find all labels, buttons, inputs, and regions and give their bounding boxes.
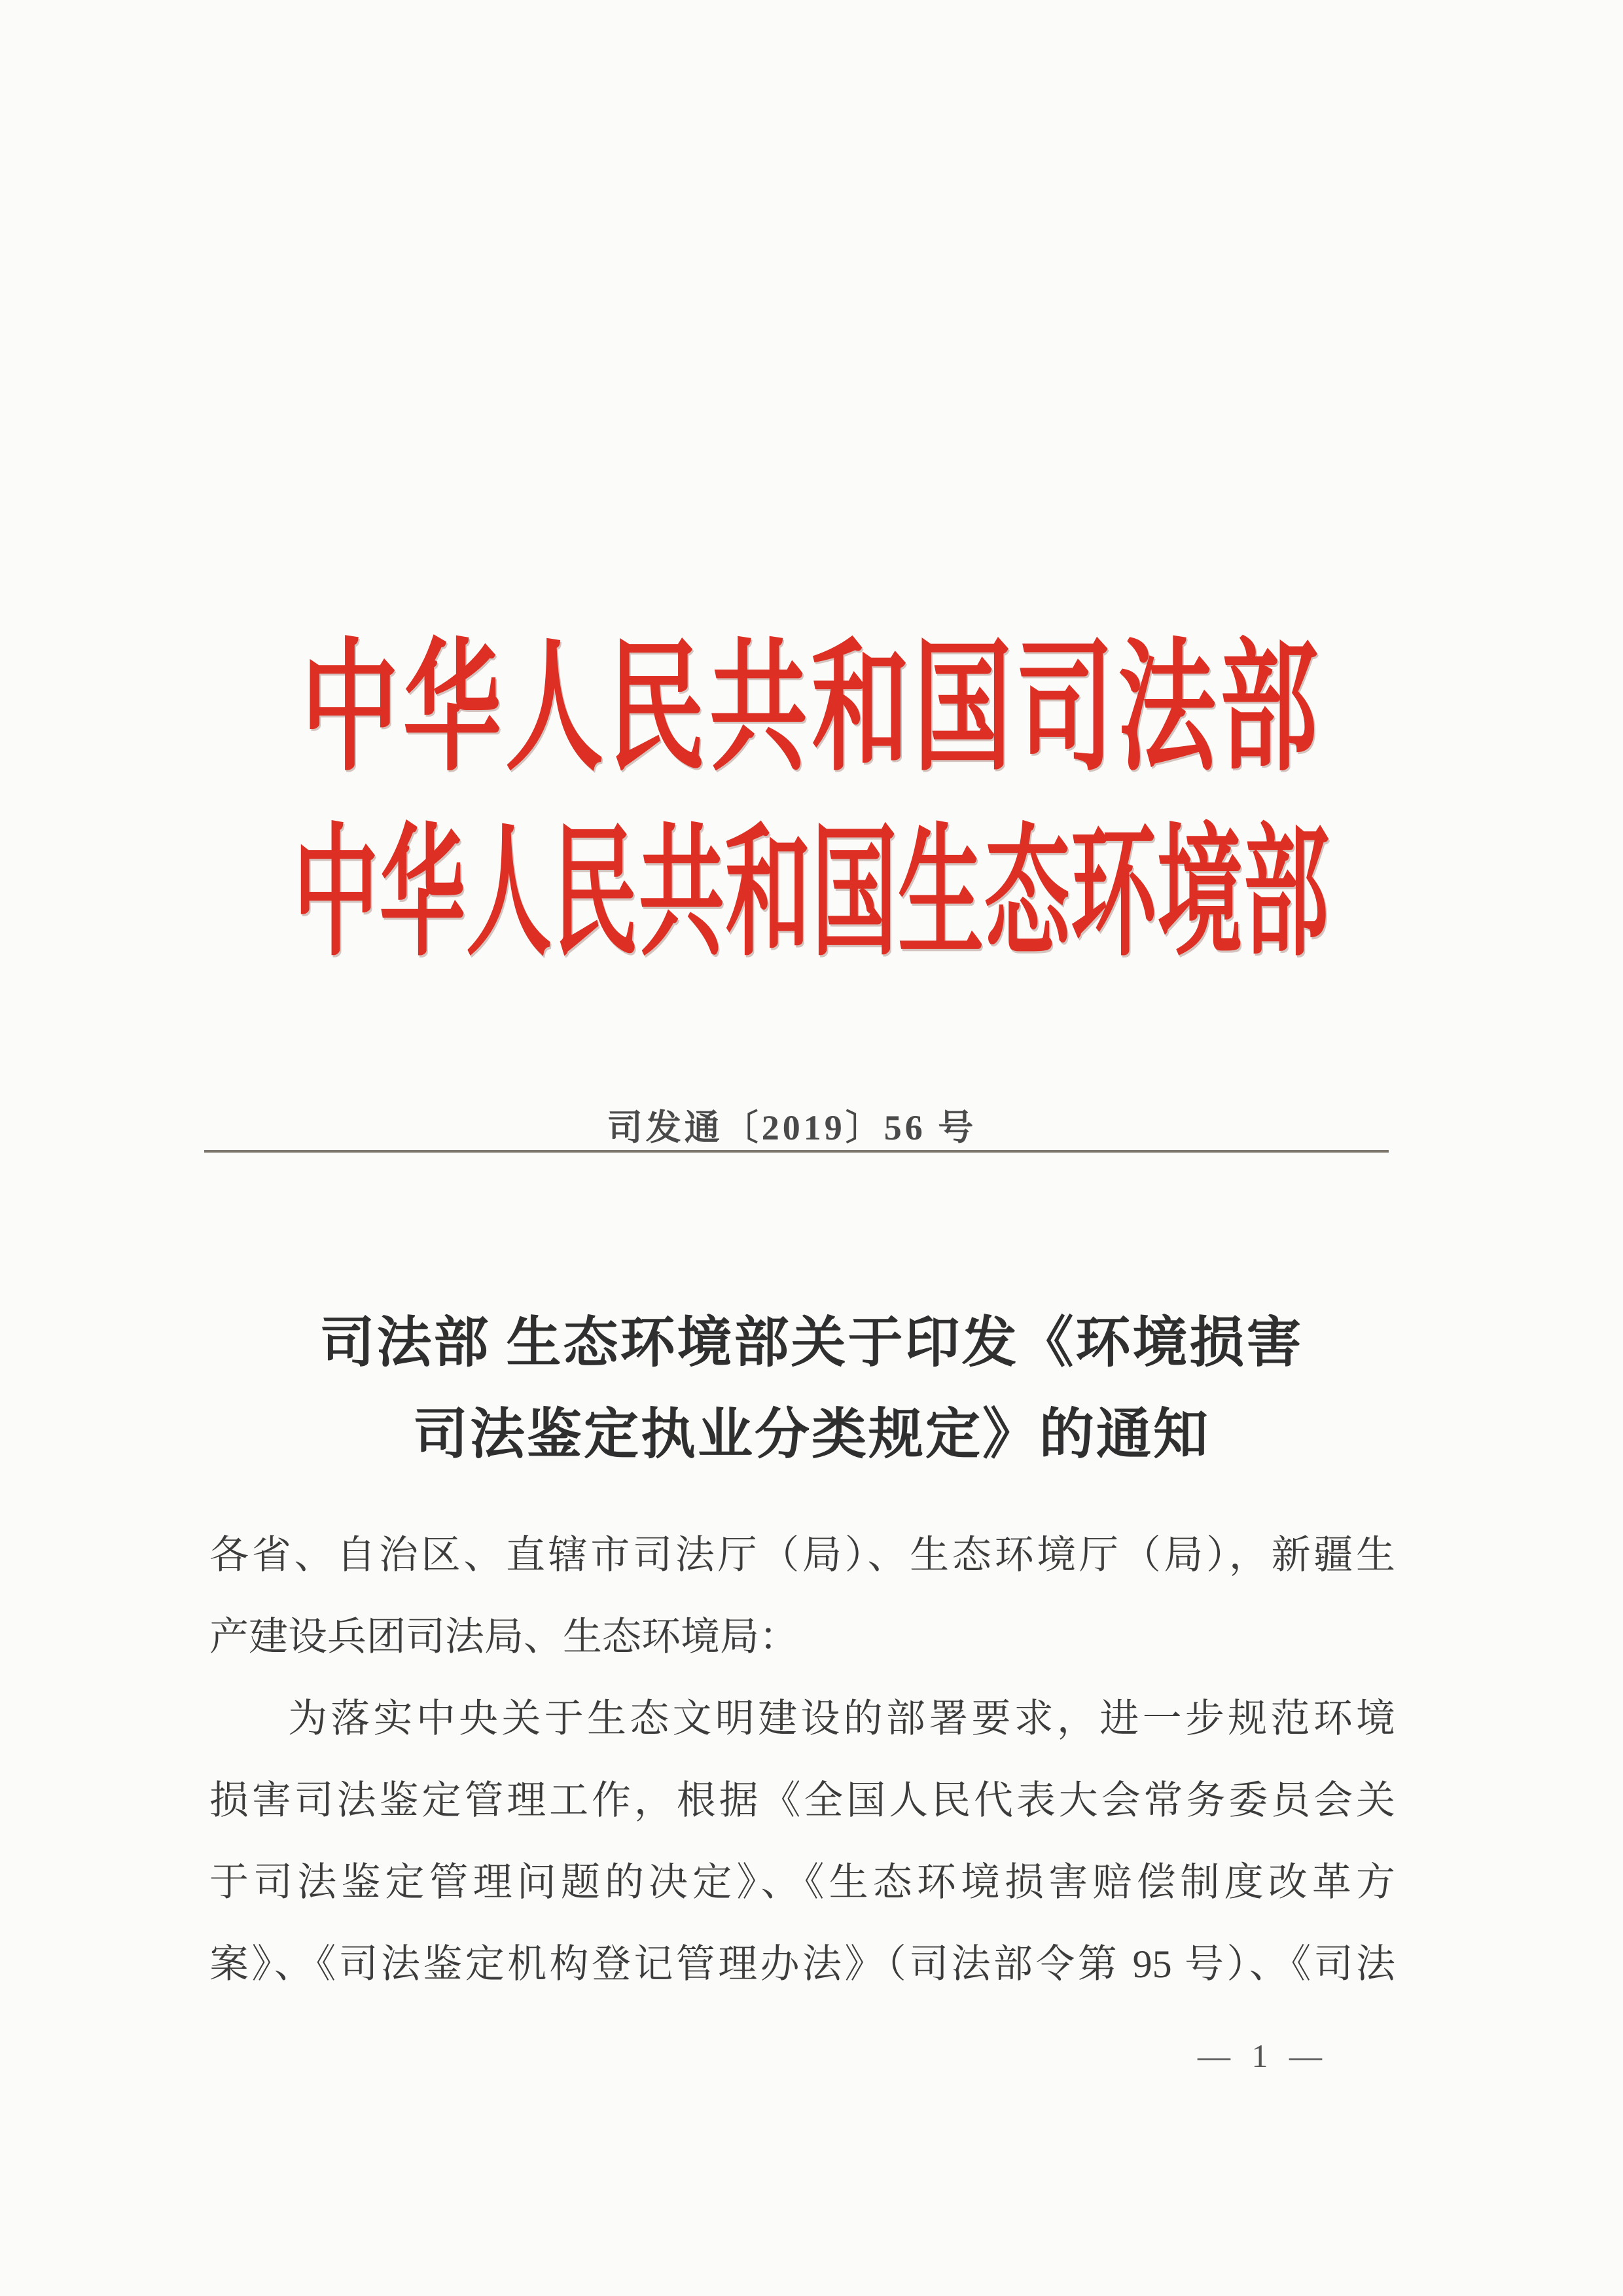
header-divider-line (204, 1150, 1389, 1153)
body-line: 于司法鉴定管理问题的决定》、《生态环境损害赔偿制度改革方 (209, 1861, 1395, 1904)
notice-title-line-1: 司法部 生态环境部关于印发《环境损害 (319, 1313, 1304, 1374)
body-line: 损害司法鉴定管理工作，根据《全国人民代表大会常务委员会关 (209, 1779, 1395, 1822)
ministry-header-line-1 (0, 630, 1623, 789)
notice-title-line-2: 司法鉴定执业分类规定》的通知 (412, 1405, 1210, 1465)
body-line: 各省、自治区、直辖市司法厅（局）、生态环境厅（局），新疆生 (209, 1534, 1395, 1577)
body-line: 案》、《司法鉴定机构登记管理办法》（司法部令第 95 号）、《司法 (209, 1943, 1395, 1986)
ministry-header-line-2 (0, 816, 1623, 974)
body-line: 产建设兵团司法局、生态环境局： (209, 1615, 798, 1659)
body-line: 为落实中央关于生态文明建设的部署要求，进一步规范环境 (288, 1697, 1395, 1740)
ministry-header-line-1-text: 中华人民共和国司法部 (300, 630, 1322, 789)
body-text (209, 1515, 1395, 2005)
document-number: 司发通〔2019〕56 号 (607, 1108, 977, 1147)
ministry-header-line-2-text: 中华人民共和国生态环境部 (293, 816, 1330, 974)
page-number: — 1 — (1198, 2037, 1329, 2074)
